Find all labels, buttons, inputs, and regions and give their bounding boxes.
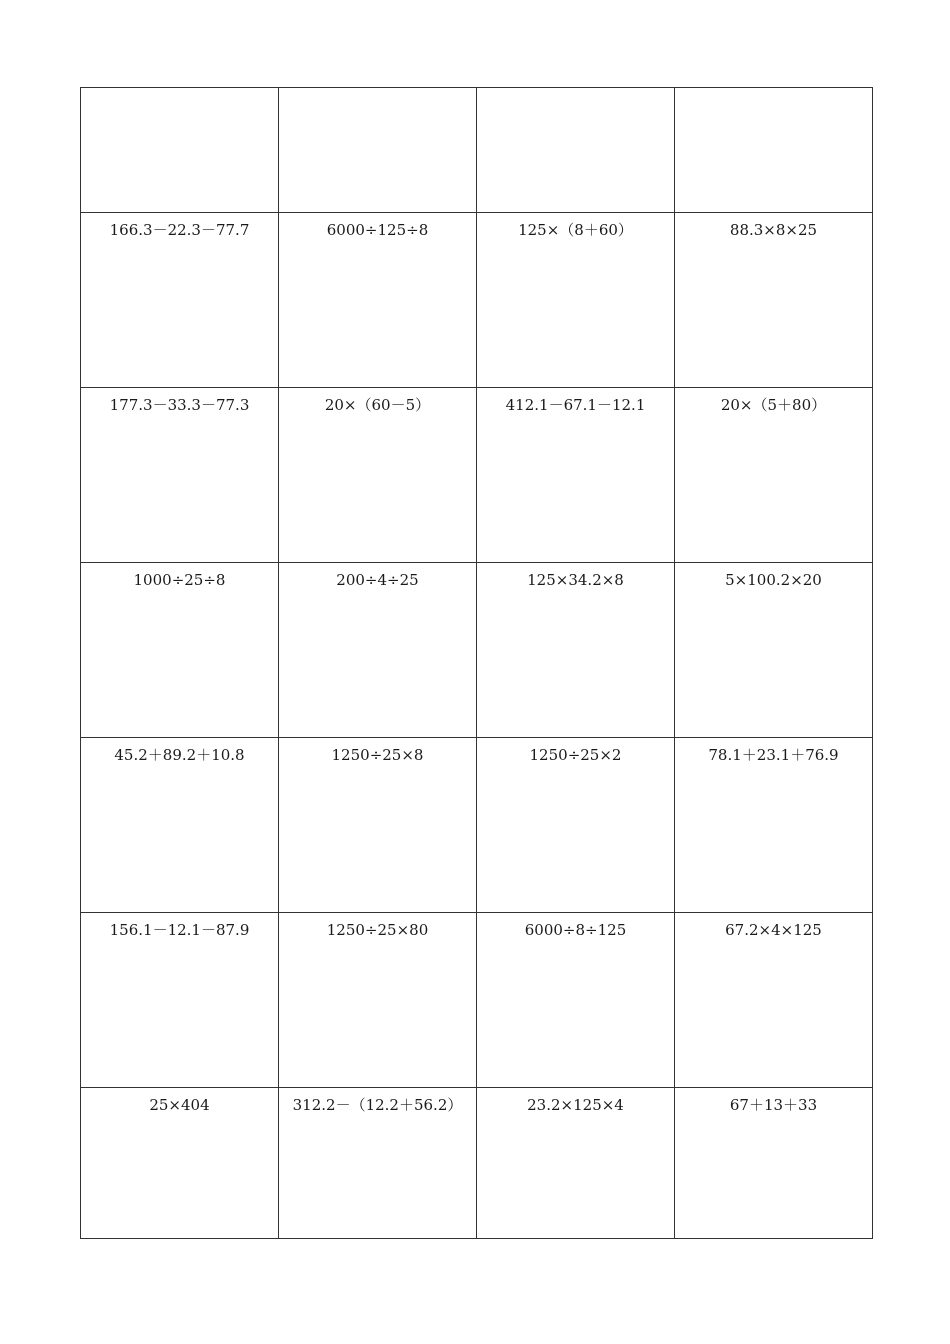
table-cell	[81, 88, 279, 213]
table-row	[81, 388, 873, 563]
expression-cell: 23.2×125×4	[477, 1088, 675, 1239]
table-cell	[675, 88, 873, 213]
expression-cell: 1250÷25×80	[279, 913, 477, 1088]
expression-cell: 78.1＋23.1＋76.9	[675, 738, 873, 913]
expression-cell: 88.3×8×25	[675, 213, 873, 388]
expression-cell: 125×34.2×8	[477, 563, 675, 738]
table-cell	[477, 88, 675, 213]
table-row	[81, 1088, 873, 1239]
expression-cell: 6000÷8÷125	[477, 913, 675, 1088]
expression-cell: 6000÷125÷8	[279, 213, 477, 388]
expression-cell: 1250÷25×2	[477, 738, 675, 913]
expression-cell: 1250÷25×8	[279, 738, 477, 913]
expression-cell: 200÷4÷25	[279, 563, 477, 738]
table-row	[81, 738, 873, 913]
expression-cell: 45.2＋89.2＋10.8	[81, 738, 279, 913]
expression-cell: 20×（5＋80）	[675, 388, 873, 563]
expression-cell: 125×（8＋60）	[477, 213, 675, 388]
expression-cell: 412.1－67.1－12.1	[477, 388, 675, 563]
table-row	[81, 213, 873, 388]
table-row	[81, 88, 873, 213]
calculation-worksheet-table	[80, 87, 873, 1239]
expression-cell: 67.2×4×125	[675, 913, 873, 1088]
expression-cell: 5×100.2×20	[675, 563, 873, 738]
expression-cell: 177.3－33.3－77.3	[81, 388, 279, 563]
expression-cell: 156.1－12.1－87.9	[81, 913, 279, 1088]
expression-cell: 25×404	[81, 1088, 279, 1239]
expression-cell: 67＋13＋33	[675, 1088, 873, 1239]
expression-cell: 20×（60－5）	[279, 388, 477, 563]
table-cell	[279, 88, 477, 213]
expression-cell: 166.3－22.3－77.7	[81, 213, 279, 388]
expression-cell: 1000÷25÷8	[81, 563, 279, 738]
table-row	[81, 913, 873, 1088]
table-row	[81, 563, 873, 738]
expression-cell: 312.2－（12.2＋56.2）	[279, 1088, 477, 1239]
